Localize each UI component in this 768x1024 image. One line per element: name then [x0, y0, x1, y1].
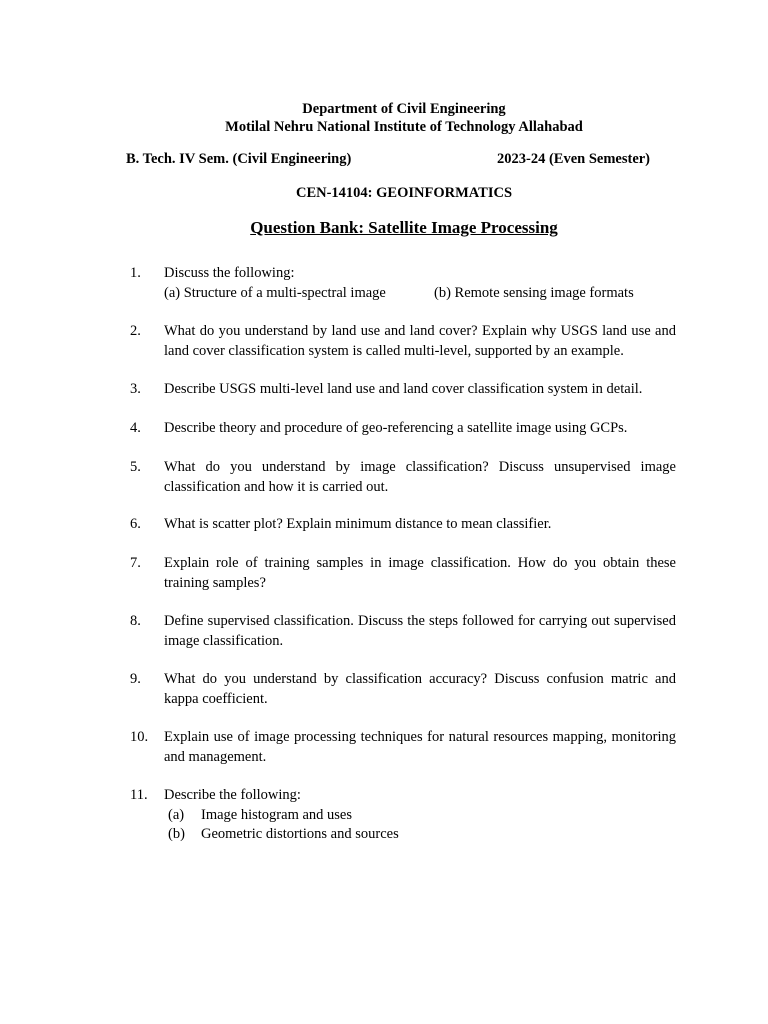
sub-item-label: (b) [168, 826, 185, 842]
question-number: 7. [130, 555, 141, 571]
question-text: What do you understand by image classification? Discuss unsupervised image classification and how it is carried out. [164, 459, 676, 495]
sub-question-b: (b) Remote sensing image formats [434, 284, 634, 301]
question-text: Discuss the following: [164, 265, 295, 281]
page-title: Question Bank: Satellite Image Processing [250, 218, 558, 237]
sub-question-row [164, 284, 676, 304]
question-text-block [164, 264, 676, 303]
sub-question-a: (a) Structure of a multi-spectral image [164, 284, 386, 301]
question-number: 5. [130, 459, 141, 475]
question-text: Define supervised classification. Discuss the steps followed for carrying out supervised image classification. [164, 613, 676, 649]
question-number: 6. [130, 516, 141, 532]
question-number: 11. [130, 787, 148, 803]
session-label: 2023-24 (Even Semester) [497, 151, 651, 167]
department-name: Department of Civil Engineering [302, 101, 506, 117]
question-number: 10. [130, 729, 149, 745]
question-text-block [164, 786, 676, 845]
course-title: CEN-14104: GEOINFORMATICS [295, 185, 513, 201]
sub-item [164, 825, 676, 845]
question-number: 3. [130, 381, 141, 397]
question-number: 8. [130, 613, 141, 629]
question-number: 1. [130, 265, 141, 281]
question-text: Describe USGS multi-level land use and land cover classification system in detail. [164, 381, 643, 397]
question-text: Explain role of training samples in image classification. How do you obtain these training samples? [164, 555, 676, 591]
semester-label: B. Tech. IV Sem. (Civil Engineering) [126, 151, 352, 167]
institute-name: Motilal Nehru National Institute of Technology Allahabad [225, 119, 583, 135]
question-text: Describe theory and procedure of geo-referencing a satellite image using GCPs. [164, 420, 628, 436]
sub-item-label: (a) [168, 806, 185, 823]
sub-item [164, 806, 676, 826]
sub-item-text: Geometric distortions and sources [201, 826, 399, 842]
sub-item-text: Image histogram and uses [201, 806, 353, 823]
question-number: 4. [130, 420, 141, 436]
question-text: Explain use of image processing techniques for natural resources mapping, monitoring and management. [164, 729, 676, 765]
question-number: 9. [130, 671, 141, 687]
question-text: What is scatter plot? Explain minimum distance to mean classifier. [164, 516, 552, 532]
question-text: Describe the following: [164, 787, 301, 803]
question-number: 2. [130, 323, 141, 339]
question-text: What do you understand by land use and land cover? Explain why USGS land use and land cover classification system is called multi-level, supported by an example. [164, 323, 676, 359]
question-text: What do you understand by classification accuracy? Discuss confusion matric and kappa coefficient. [164, 671, 676, 707]
